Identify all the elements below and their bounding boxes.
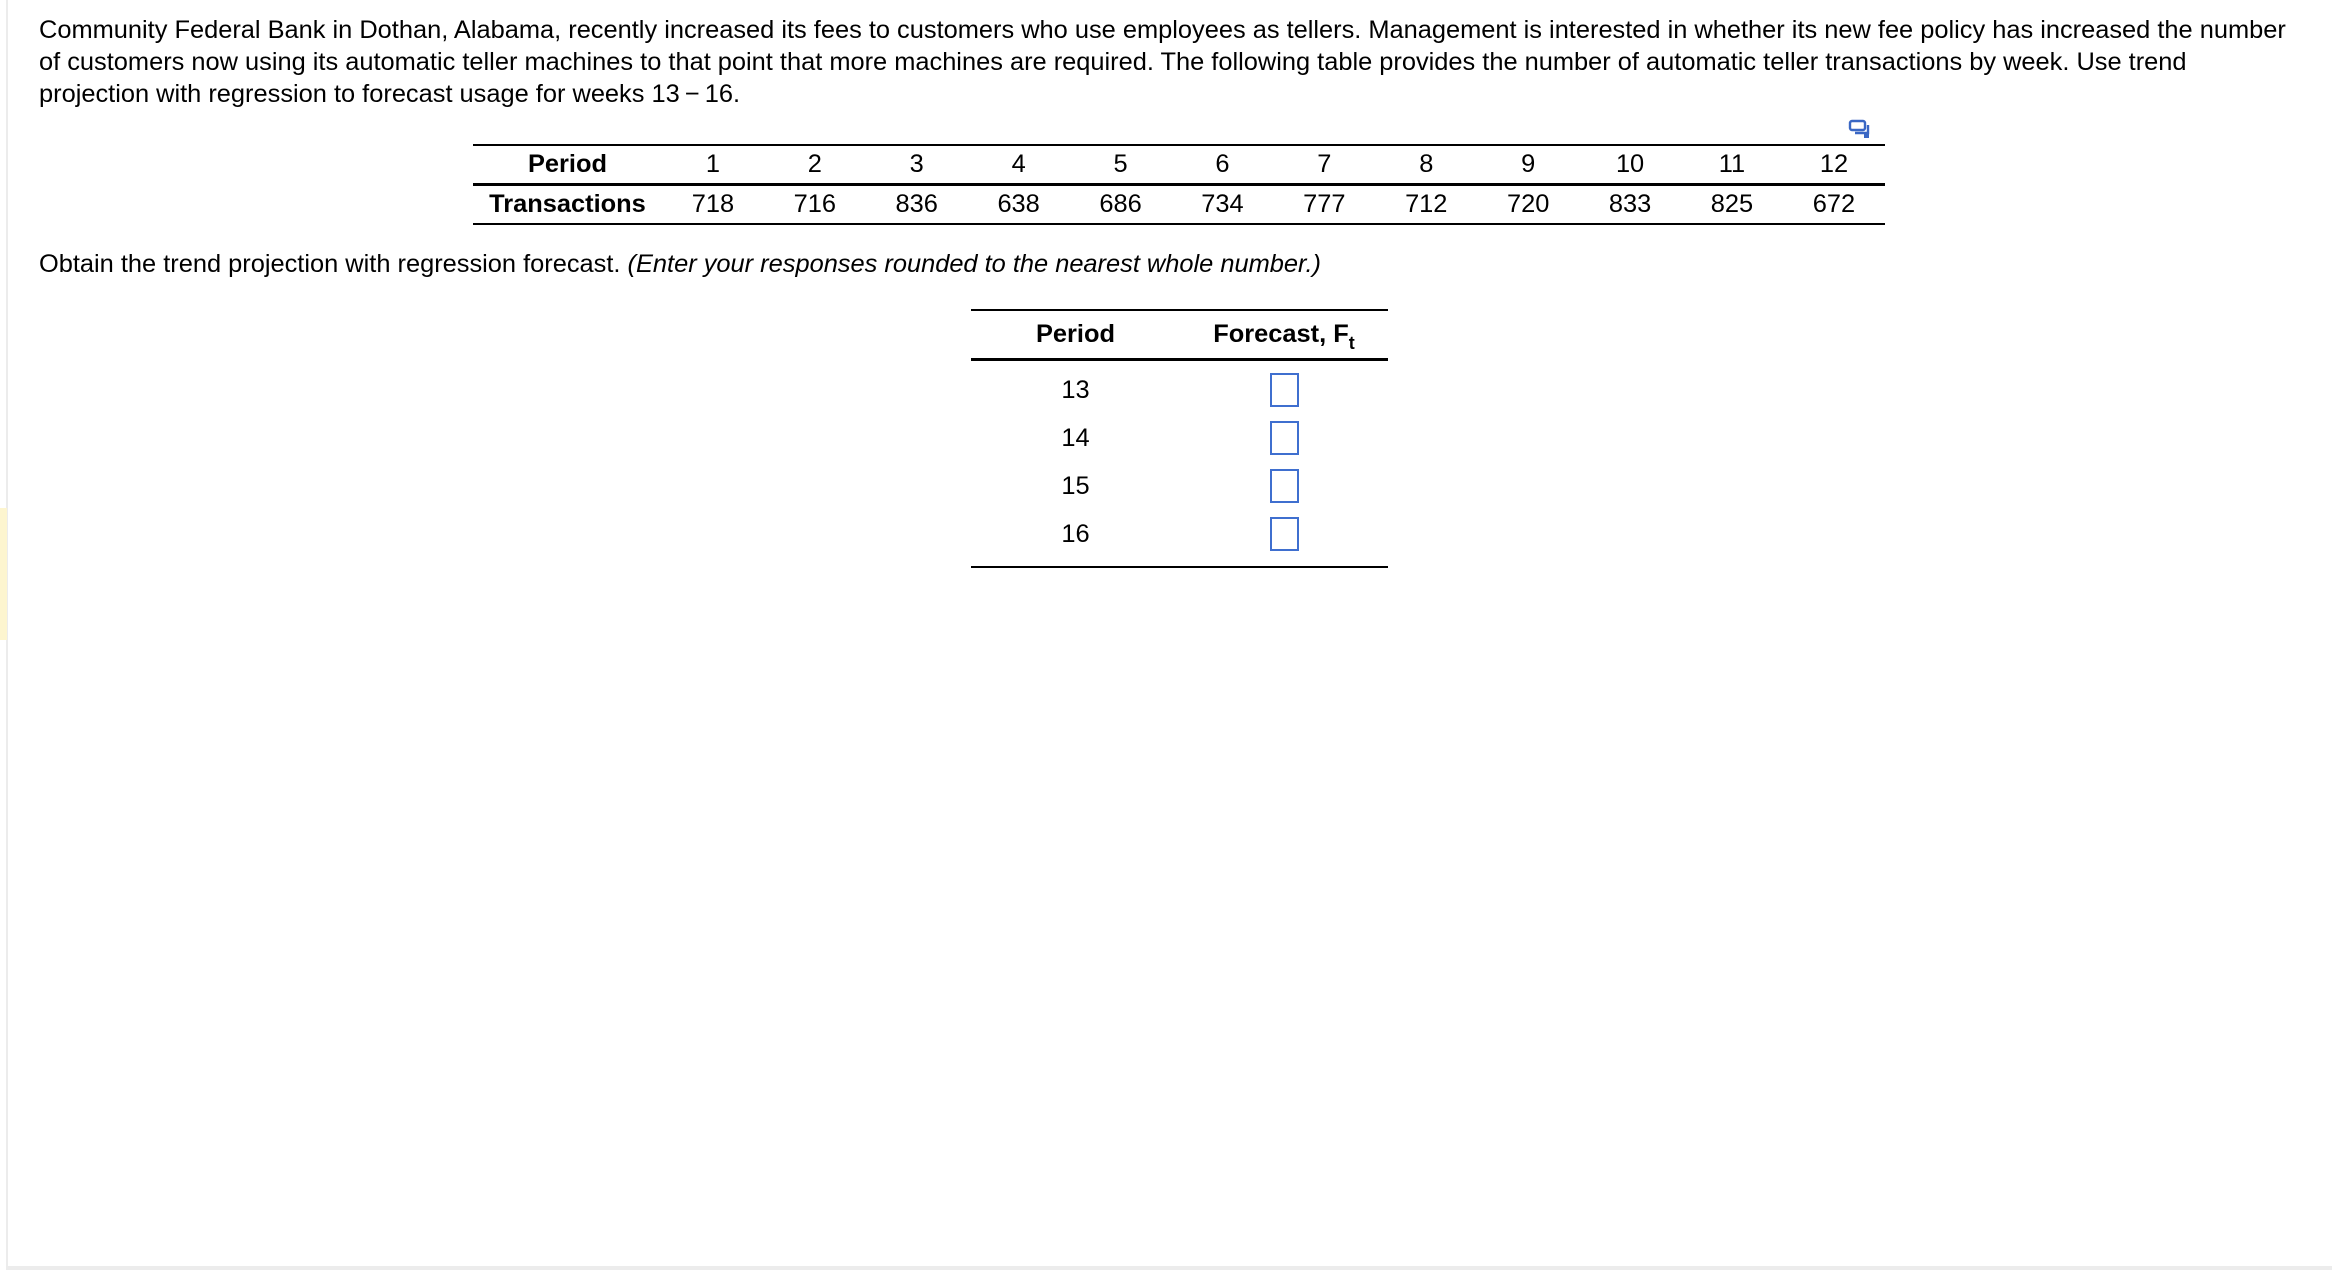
- instruction-note: (Enter your responses rounded to the nearest whole number.): [627, 250, 1321, 278]
- forecast-row: [971, 462, 1388, 510]
- period-cell: 6: [1171, 145, 1273, 185]
- forecast-header-subscript: t: [1348, 333, 1355, 353]
- transactions-cell: 686: [1099, 190, 1142, 218]
- transactions-row: [473, 185, 1885, 225]
- transactions-cell: 833: [1608, 190, 1652, 218]
- copy-icon[interactable]: [1848, 118, 1872, 140]
- forecast-period: 15: [1061, 471, 1090, 500]
- forecast-cell: [1180, 510, 1388, 567]
- period-cell: 12: [1783, 145, 1885, 185]
- transactions-cell: 825: [1710, 190, 1754, 218]
- transactions-cell: 734: [1201, 190, 1244, 218]
- period-cell: 3: [866, 145, 968, 185]
- forecast-cell: [1180, 462, 1388, 510]
- transactions-cell: 672: [1812, 190, 1856, 218]
- forecast-input-15[interactable]: [1270, 469, 1299, 503]
- period-row: [473, 145, 1885, 185]
- period-cell: 1: [662, 145, 764, 185]
- period-cell: 8: [1375, 145, 1477, 185]
- transactions-cell: 718: [691, 190, 735, 218]
- transactions-cell: 716: [793, 190, 836, 218]
- period-cell: 9: [1477, 145, 1579, 185]
- period-cell: 11: [1681, 145, 1783, 185]
- forecast-row: [971, 510, 1388, 567]
- forecast-cell: [1180, 360, 1388, 415]
- instruction-text: [39, 248, 1321, 280]
- forecast-cell: [1180, 414, 1388, 462]
- forecast-input-14[interactable]: [1270, 421, 1299, 455]
- transactions-table: [473, 144, 1885, 225]
- bottom-border: [6, 1266, 2332, 1270]
- forecast-header-label: Forecast, F: [1213, 320, 1349, 348]
- period-cell: 4: [968, 145, 1070, 185]
- forecast-header-row: [971, 310, 1388, 360]
- period-cell: 5: [1070, 145, 1172, 185]
- transactions-cell: 777: [1303, 190, 1346, 218]
- question-marker: [0, 508, 7, 640]
- period-cell: 7: [1273, 145, 1375, 185]
- forecast-header: [1180, 310, 1388, 360]
- period-row-label: Period: [473, 145, 662, 185]
- transactions-cell: 720: [1506, 190, 1550, 218]
- transactions-cell: 836: [895, 190, 938, 218]
- forecast-row: [971, 360, 1388, 415]
- transactions-row-label: Transactions: [489, 190, 646, 218]
- forecast-table: [971, 309, 1388, 568]
- forecast-period: 16: [1061, 519, 1090, 548]
- forecast-period: 14: [1061, 423, 1090, 452]
- forecast-input-13[interactable]: [1270, 373, 1299, 407]
- transactions-cell: 638: [997, 190, 1040, 218]
- forecast-row: [971, 414, 1388, 462]
- period-cell: 10: [1579, 145, 1681, 185]
- instruction-main: Obtain the trend projection with regression forecast.: [39, 250, 621, 278]
- question-text: Community Federal Bank in Dothan, Alabama, recently increased its fees to customers who use employees as tellers. Management is interested in whether its new fee policy has increased the number of customers now using its automatic teller machines to that point that more machines are required. The following table provides the number of automatic teller transactions by week. Use trend projection with regression to forecast usage for weeks 13 − 16.: [39, 16, 2286, 108]
- forecast-input-16[interactable]: [1270, 517, 1299, 551]
- period-header: Period: [971, 310, 1180, 360]
- transactions-cell: 712: [1405, 190, 1448, 218]
- forecast-period: 13: [1061, 375, 1090, 404]
- period-cell: 2: [764, 145, 866, 185]
